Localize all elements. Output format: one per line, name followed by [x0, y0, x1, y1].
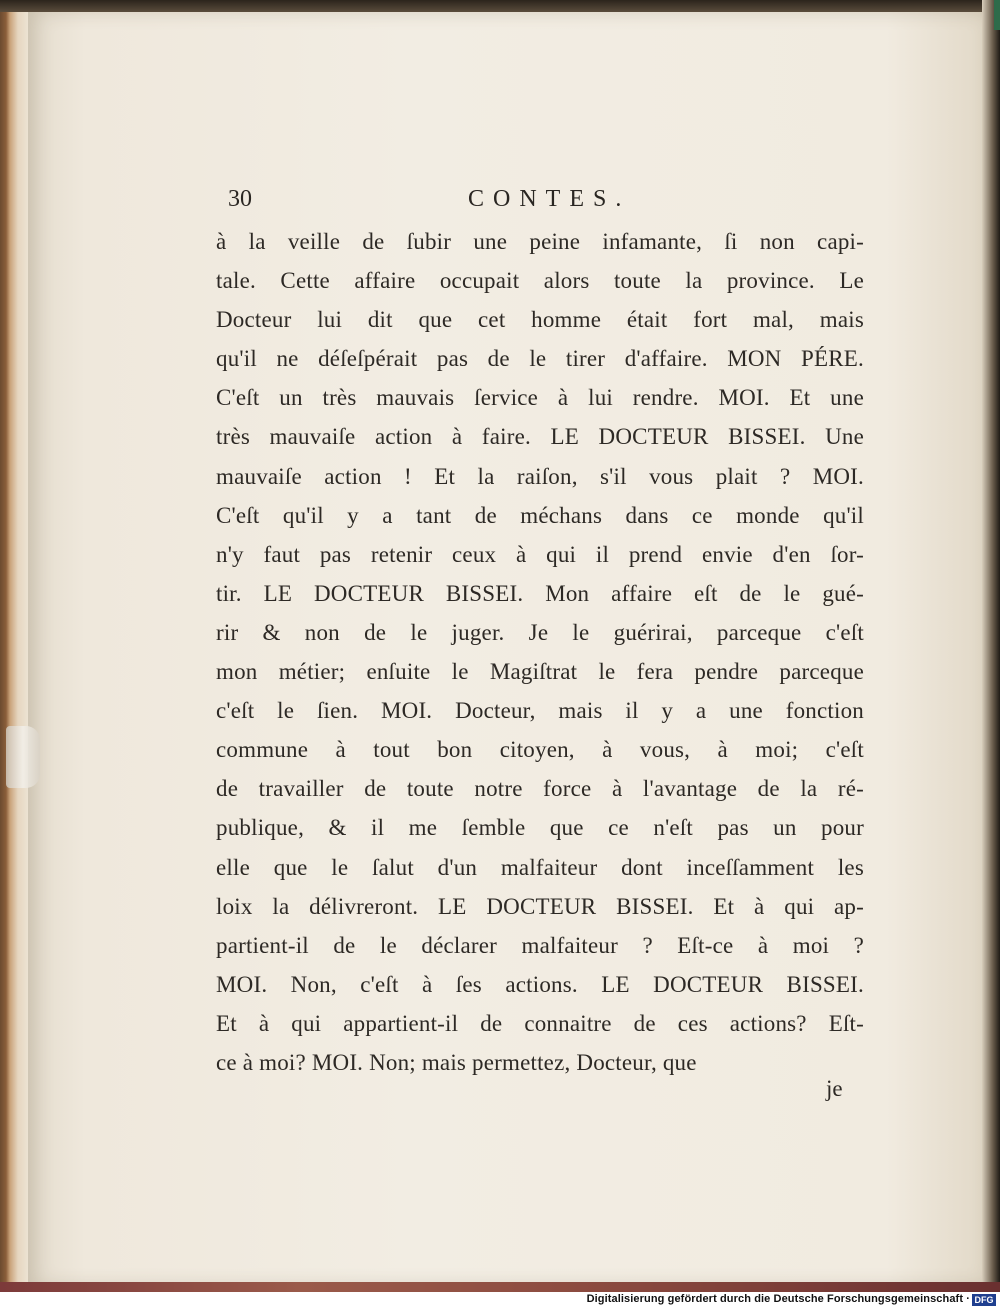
text-line: rir & non de le juger. Je le guérirai, parceque c'eſt [216, 619, 864, 645]
text-line: commune à tout bon citoyen, à vous, à moi; c'eſt [216, 737, 864, 763]
text-line: elle que le ſalut d'un malfaiteur dont inceſſamment les [216, 854, 864, 880]
book-marker-tab [994, 0, 1000, 30]
text-line: loix la délivreront. LE DOCTEUR BISSEI. Et à qui ap- [216, 893, 864, 919]
catchword: je [826, 1076, 843, 1101]
text-line: à la veille de ſubir une peine infamante, ſi non capi- [216, 229, 864, 254]
text-line: partient-il de le déclarer malfaiteur ? Eſt-ce à moi ? [216, 932, 864, 958]
book-top-edge [0, 0, 1000, 12]
text-line: publique, & il me ſemble que ce n'eſt pas un pour [216, 815, 864, 841]
text-line: C'eſt qu'il y a tant de méchans dans ce monde qu'il [216, 502, 864, 528]
footer-bar [0, 1292, 1000, 1308]
text-line: n'y faut pas retenir ceux à qui il prend envie d'en ſor- [216, 541, 864, 567]
text-line: C'eſt un très mauvais ſervice à lui rendre. MOI. Et une [216, 385, 864, 411]
running-title: CONTES. [468, 186, 631, 212]
text-line: très mauvaiſe action à faire. LE DOCTEUR BISSEI. Une [216, 424, 864, 450]
text-line: mon métier; enſuite le Magiſtrat le fera pendre parceque [216, 659, 864, 685]
page-body-text [216, 222, 864, 1082]
text-line: qu'il ne déſeſpérait pas de le tirer d'affaire. MON PÉRE. [216, 346, 864, 372]
text-line: ce à moi? MOI. Non; mais permettez, Docteur, que [216, 1049, 697, 1075]
dfg-logo-icon: DFG [972, 1294, 996, 1306]
text-line: mauvaiſe action ! Et la raiſon, s'il vous plait ? MOI. [216, 463, 864, 489]
text-line: tale. Cette affaire occupait alors toute la province. Le [216, 268, 864, 294]
page-header [228, 186, 868, 220]
page-number: 30 [228, 186, 252, 212]
footer-credit: Digitalisierung gefördert durch die Deutsche Forschungsgemeinschaft · [586, 1293, 970, 1305]
text-line: c'eſt le ſien. MOI. Docteur, mais il y a une fonction [216, 698, 864, 724]
text-line: MOI. Non, c'eſt à ſes actions. LE DOCTEUR BISSEI. [216, 971, 864, 997]
book-right-edge [982, 0, 1000, 1290]
text-line: de travailler de toute notre force à l'avantage de la ré- [216, 776, 864, 802]
text-line: tir. LE DOCTEUR BISSEI. Mon affaire eſt de le gué- [216, 580, 864, 606]
page-clip [6, 726, 40, 788]
book-cover-edge [0, 1282, 1000, 1292]
text-line: Docteur lui dit que cet homme était fort mal, mais [216, 307, 864, 333]
text-line: Et à qui appartient-il de connaitre de ces actions? Eſt- [216, 1010, 864, 1036]
